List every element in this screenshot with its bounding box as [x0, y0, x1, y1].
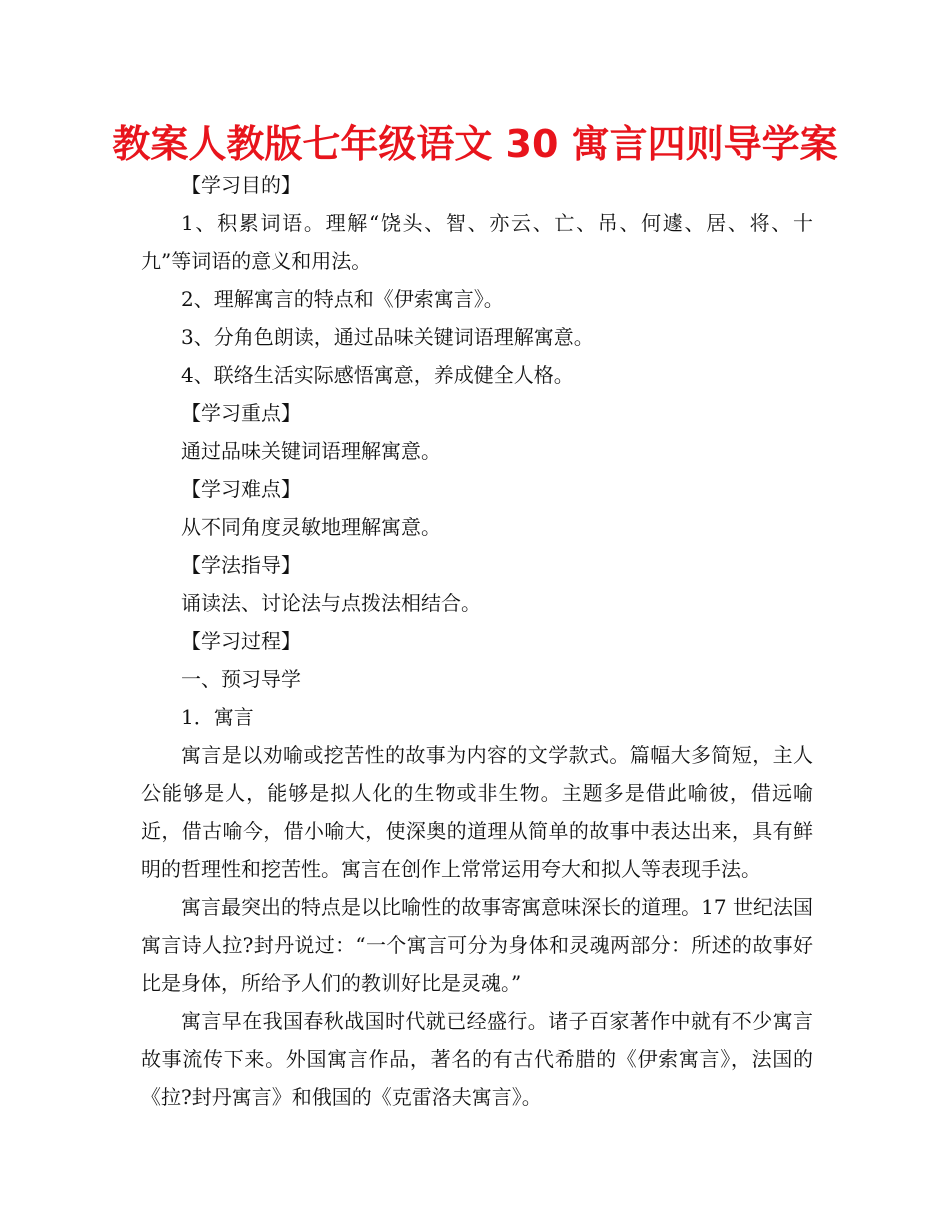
section-heading-process: 【学习过程】 — [181, 629, 301, 653]
key-points-text: 通过品味关键词语理解寓意。 — [181, 439, 441, 463]
body-paragraph-1: 寓言是以劝喻或挖苦性的故事为内容的文学款式。篇幅大多简短，主人公能够是人，能够是拟人化的生物或非生物。主题多是借此喻彼，借远喻近，借古喻今，借小喻大，使深奥的道理从简单的故事中表达出来，具有鲜明的哲理性和挖苦性。寓言在创作上常常运用夸大和拟人等表现手法。 — [141, 743, 813, 881]
objective-item-4: 4、联络生活实际感悟寓意，养成健全人格。 — [181, 363, 574, 387]
subsection-heading-preview: 一、预习导学 — [181, 667, 301, 691]
document-title: 教案人教版七年级语文 30 寓言四则导学案 — [112, 122, 838, 166]
section-heading-objectives: 【学习目的】 — [181, 173, 301, 197]
body-paragraph-2: 寓言最突出的特点是以比喻性的故事寄寓意味深长的道理。17 世纪法国寓言诗人拉?封丹说过：“一个寓言可分为身体和灵魂两部分：所述的故事好比是身体，所给予人们的教训好比是灵魂。” — [141, 895, 813, 995]
objective-item-3: 3、分角色朗读，通过品味关键词语理解寓意。 — [181, 325, 594, 349]
section-heading-method: 【学法指导】 — [181, 553, 301, 577]
section-heading-difficulties: 【学习难点】 — [181, 477, 301, 501]
body-paragraph-3: 寓言早在我国春秋战国时代就已经盛行。诸子百家著作中就有不少寓言故事流传下来。外国寓言作品，著名的有古代希腊的《伊索寓言》，法国的《拉?封丹寓言》和俄国的《克雷洛夫寓言》。 — [141, 1009, 813, 1109]
method-text: 诵读法、讨论法与点拨法相结合。 — [181, 591, 481, 615]
section-heading-key-points: 【学习重点】 — [181, 401, 301, 425]
document-body — [141, 166, 813, 1116]
difficulties-text: 从不同角度灵敏地理解寓意。 — [181, 515, 441, 539]
objective-item-2: 2、理解寓言的特点和《伊索寓言》。 — [181, 287, 504, 311]
subsection-heading-fable: 1．寓言 — [181, 705, 254, 729]
objective-item-1: 1、积累词语。理解“饶头、智、亦云、亡、吊、何遽、居、将、十九”等词语的意义和用法。 — [141, 211, 813, 273]
